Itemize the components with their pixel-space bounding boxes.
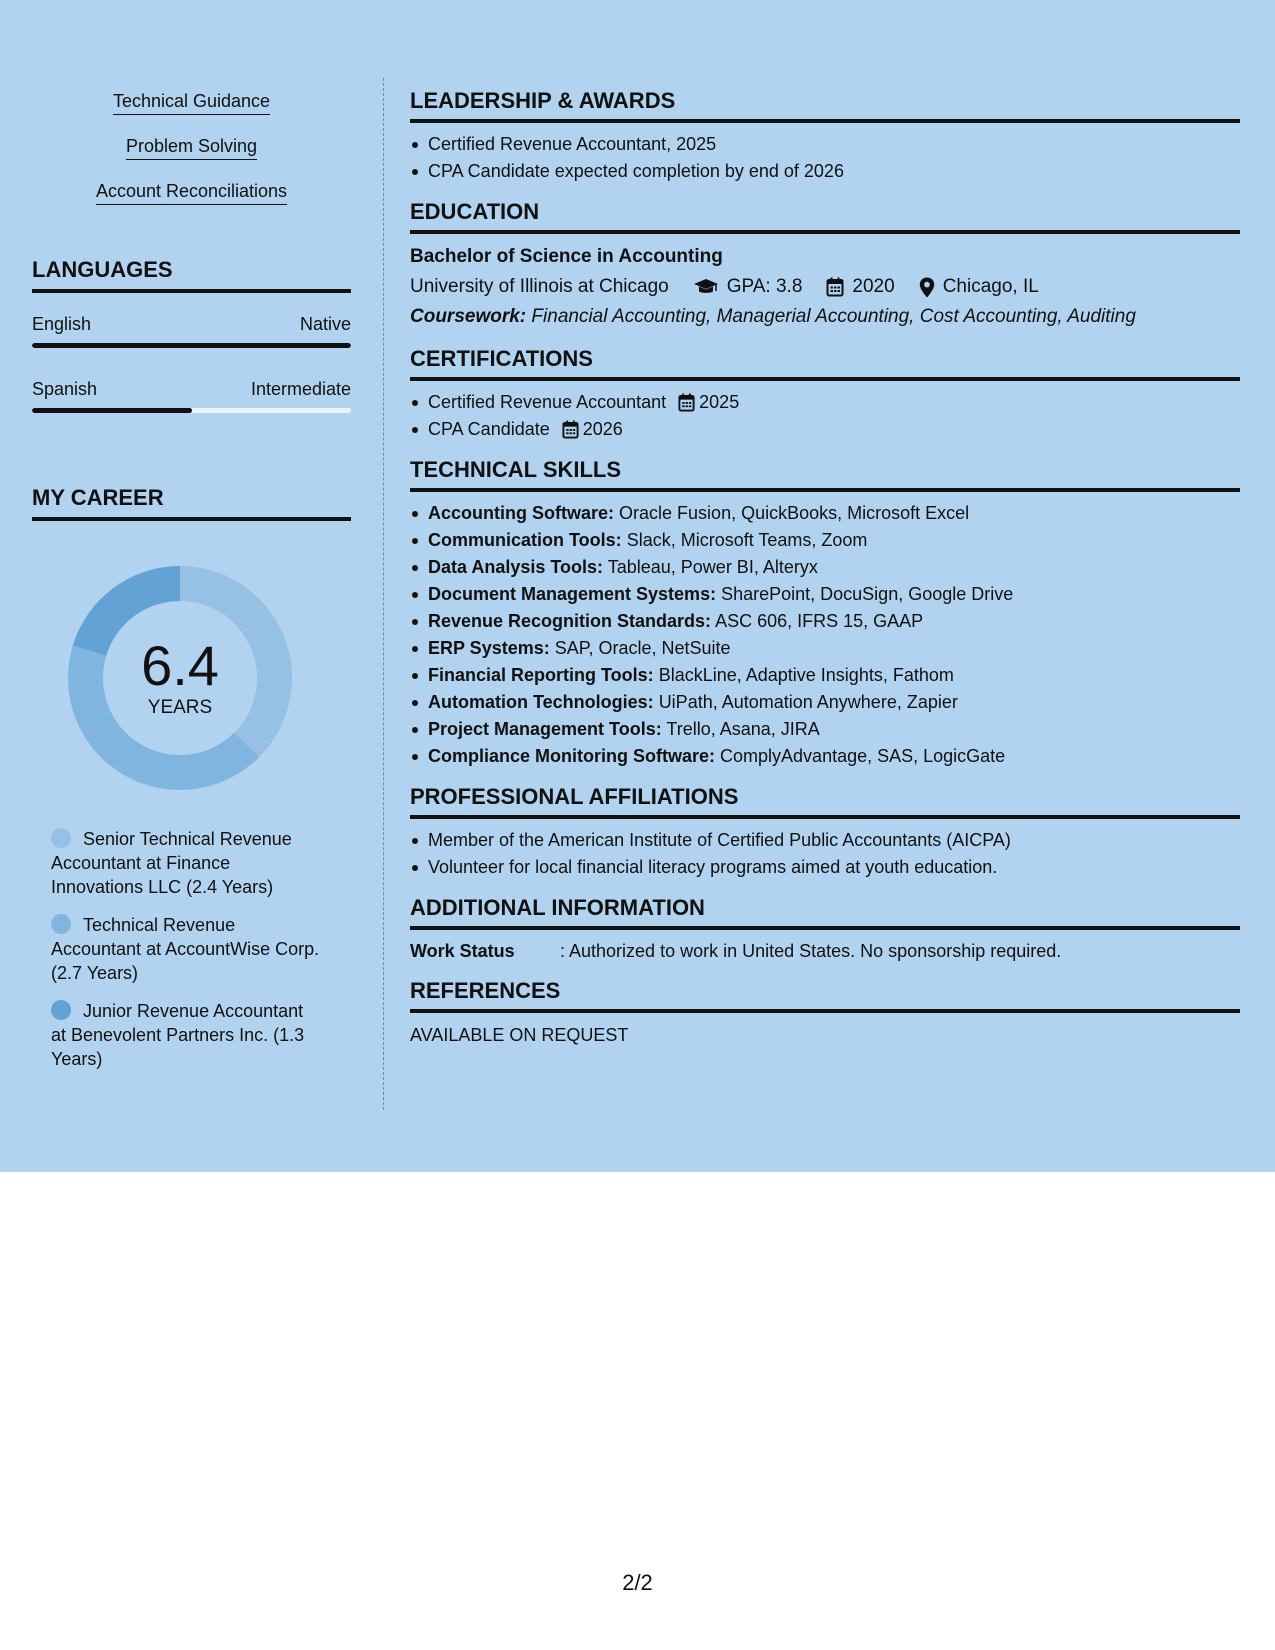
skill-tag: Technical Guidance — [113, 90, 270, 115]
career-heading: MY CAREER — [32, 485, 351, 521]
certification-name: CPA Candidate — [428, 419, 550, 439]
references-section — [410, 978, 1240, 1049]
skill-tags — [32, 78, 351, 205]
career-section — [32, 485, 351, 1071]
career-donut-chart — [65, 563, 295, 793]
main-column — [410, 88, 1240, 1063]
map-pin-icon — [919, 277, 935, 298]
list-item — [410, 689, 1240, 716]
list-item — [410, 416, 1240, 443]
list-item — [410, 608, 1240, 635]
career-legend-item — [51, 913, 321, 985]
education-coursework — [410, 302, 1240, 332]
page-number: 2/2 — [622, 1570, 653, 1595]
education-location: Chicago, IL — [942, 276, 1039, 297]
career-total-years: 6.4 — [141, 634, 219, 697]
education-gpa: GPA: 3.8 — [726, 276, 803, 297]
leadership-heading: LEADERSHIP & AWARDS — [410, 88, 1240, 123]
career-legend-text: Junior Revenue Accountant at Benevolent Partners Inc. (1.3 Years) — [51, 1001, 305, 1069]
skill-tag: Problem Solving — [126, 135, 257, 160]
education-details — [410, 272, 1240, 302]
list-item — [410, 581, 1240, 608]
career-legend — [51, 827, 321, 1071]
certifications-section — [410, 346, 1240, 443]
technical-skills-section — [410, 457, 1240, 770]
career-legend-item — [51, 827, 321, 899]
calendar-icon — [562, 420, 579, 439]
technical-skills-heading: TECHNICAL SKILLS — [410, 457, 1240, 492]
skill-value: SAP, Oracle, NetSuite — [554, 638, 731, 658]
skill-value: Oracle Fusion, QuickBooks, Microsoft Excel — [619, 503, 970, 523]
calendar-icon — [826, 277, 844, 297]
certification-name: Certified Revenue Accountant — [428, 392, 667, 412]
language-level: Native — [299, 314, 351, 334]
skill-label: Accounting Software: — [428, 503, 615, 523]
language-level: Intermediate — [250, 379, 351, 399]
skill-value: Trello, Asana, JIRA — [666, 719, 820, 739]
additional-info-heading: ADDITIONAL INFORMATION — [410, 895, 1240, 930]
career-legend-text: Technical Revenue Accountant at AccountWise Corp. (2.7 Years) — [51, 915, 320, 983]
legend-dot-icon — [51, 828, 71, 848]
list-item — [410, 743, 1240, 770]
graduation-cap-icon — [693, 278, 719, 296]
coursework-label: Coursework: — [410, 306, 527, 327]
list-item — [410, 554, 1240, 581]
skill-value: ASC 606, IFRS 15, GAAP — [715, 611, 924, 631]
skill-label: Project Management Tools: — [428, 719, 662, 739]
skill-label: Financial Reporting Tools: — [428, 665, 654, 685]
education-degree: Bachelor of Science in Accounting — [410, 246, 723, 267]
skill-label: ERP Systems: — [428, 638, 550, 658]
certification-year: 2025 — [699, 392, 740, 412]
languages-section — [32, 257, 351, 413]
list-item — [410, 500, 1240, 527]
language-proficiency-bar — [32, 408, 351, 413]
leadership-section — [410, 88, 1240, 185]
education-heading: EDUCATION — [410, 199, 1240, 234]
language-item-spanish — [32, 378, 351, 413]
language-proficiency-fill — [32, 408, 192, 413]
list-item — [410, 527, 1240, 554]
language-proficiency-fill — [32, 343, 351, 348]
coursework-list: Financial Accounting, Managerial Accounting, Cost Accounting, Auditing — [531, 306, 1136, 327]
skill-value: Slack, Microsoft Teams, Zoom — [626, 530, 868, 550]
education-section — [410, 199, 1240, 332]
skill-tag: Account Reconciliations — [96, 180, 287, 205]
list-item: Volunteer for local financial literacy programs aimed at youth education. — [410, 854, 1240, 881]
certifications-heading: CERTIFICATIONS — [410, 346, 1240, 381]
affiliations-section — [410, 784, 1240, 881]
skill-label: Data Analysis Tools: — [428, 557, 604, 577]
language-proficiency-bar — [32, 343, 351, 348]
list-item: CPA Candidate expected completion by end of 2026 — [410, 158, 1240, 185]
education-school: University of Illinois at Chicago — [410, 276, 669, 297]
languages-heading: LANGUAGES — [32, 257, 351, 293]
work-status-row — [410, 938, 1240, 964]
certification-year: 2026 — [582, 419, 623, 439]
list-item — [410, 662, 1240, 689]
language-name: Spanish — [32, 379, 98, 399]
additional-info-section — [410, 895, 1240, 964]
work-status-label: Work Status — [410, 941, 515, 961]
skill-label: Automation Technologies: — [428, 692, 654, 712]
skill-label: Revenue Recognition Standards: — [428, 611, 712, 631]
calendar-icon — [678, 393, 695, 412]
list-item: Member of the American Institute of Certified Public Accountants (AICPA) — [410, 827, 1240, 854]
skill-value: ComplyAdvantage, SAS, LogicGate — [720, 746, 1006, 766]
career-total-unit: YEARS — [147, 697, 213, 718]
list-item: Certified Revenue Accountant, 2025 — [410, 131, 1240, 158]
language-name: English — [32, 314, 92, 334]
career-legend-item — [51, 999, 321, 1071]
legend-dot-icon — [51, 1000, 71, 1020]
skill-label: Compliance Monitoring Software: — [428, 746, 716, 766]
skill-label: Document Management Systems: — [428, 584, 717, 604]
sidebar — [32, 78, 351, 1085]
skill-value: Tableau, Power BI, Alteryx — [607, 557, 818, 577]
list-item — [410, 389, 1240, 416]
references-heading: REFERENCES — [410, 978, 1240, 1013]
skill-label: Communication Tools: — [428, 530, 622, 550]
language-item-english — [32, 313, 351, 348]
skill-value: BlackLine, Adaptive Insights, Fathom — [658, 665, 954, 685]
skill-value: UiPath, Automation Anywhere, Zapier — [658, 692, 958, 712]
column-divider — [383, 78, 384, 1110]
references-text: AVAILABLE ON REQUEST — [410, 1025, 629, 1045]
affiliations-heading: PROFESSIONAL AFFILIATIONS — [410, 784, 1240, 819]
donut-center — [65, 563, 295, 793]
career-legend-text: Senior Technical Revenue Accountant at Finance Innovations LLC (2.4 Years) — [51, 829, 292, 897]
education-year: 2020 — [852, 276, 895, 297]
skill-value: SharePoint, DocuSign, Google Drive — [721, 584, 1014, 604]
list-item — [410, 635, 1240, 662]
list-item — [410, 716, 1240, 743]
legend-dot-icon — [51, 914, 71, 934]
work-status-value: : Authorized to work in United States. No sponsorship required. — [560, 941, 1062, 961]
